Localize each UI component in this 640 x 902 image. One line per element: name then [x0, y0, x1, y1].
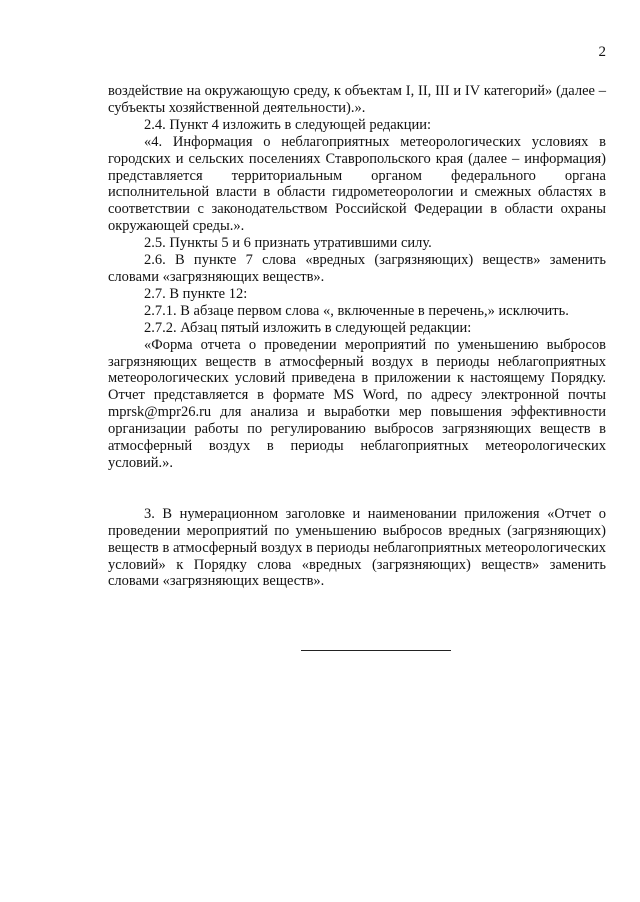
page-number: 2	[598, 44, 606, 60]
paragraph: 2.7.2. Абзац пятый изложить в следующей редакции:	[144, 319, 472, 336]
document-body	[108, 83, 606, 590]
closing-separator-line	[301, 650, 451, 651]
paragraph: 2.7. В пункте 12:	[144, 285, 248, 302]
paragraph: «Форма отчета о проведении мероприятий по уменьшению выбросов загрязняющих веществ в атмосферный воздух в периоды неблагоприятных метеорологических условий приведена в приложении к настоящему Порядку. Отчет представляется в формате MS Word, по адресу электронной почты mprsk@mpr26.ru для анализа и выработки мер повышения эффективности организации работы по регулированию выбросов загрязняющих веществ в атмосферный воздух в периоды неблагоприятных метеорологических условий.».	[108, 336, 606, 471]
paragraph: 2.4. Пункт 4 изложить в следующей редакции:	[144, 116, 432, 133]
paragraph: воздействие на окружающую среду, к объектам I, II, III и IV категорий» (далее – субъекты хозяйственной деятельности).».	[108, 83, 606, 116]
paragraph: 2.7.1. В абзаце первом слова «, включенные в перечень,» исключить.	[144, 302, 569, 319]
paragraph: 2.6. В пункте 7 слова «вредных (загрязняющих) веществ» заменить словами «загрязняющих веществ».	[108, 252, 606, 285]
paragraph: «4. Информация о неблагоприятных метеорологических условиях в городских и сельских поселениях Ставропольского края (далее – информация) представляется территориальным органом федерального органа исполнительной власти в области гидрометеорологии и смежных областях в соответствии с законодательством Российской Федерации в области охраны окружающей среды.».	[108, 133, 606, 235]
paragraph: 2.5. Пункты 5 и 6 признать утратившими силу.	[144, 235, 432, 252]
paragraph: 3. В нумерационном заголовке и наименовании приложения «Отчет о проведении мероприятий по уменьшению выбросов вредных (загрязняющих) веществ в атмосферный воздух в периоды неблагоприятных метеорологических условий» к Порядку слова «вредных (загрязняющих) веществ» заменить словами «загрязняющих веществ».	[108, 505, 606, 590]
paragraph-gap	[108, 472, 606, 506]
